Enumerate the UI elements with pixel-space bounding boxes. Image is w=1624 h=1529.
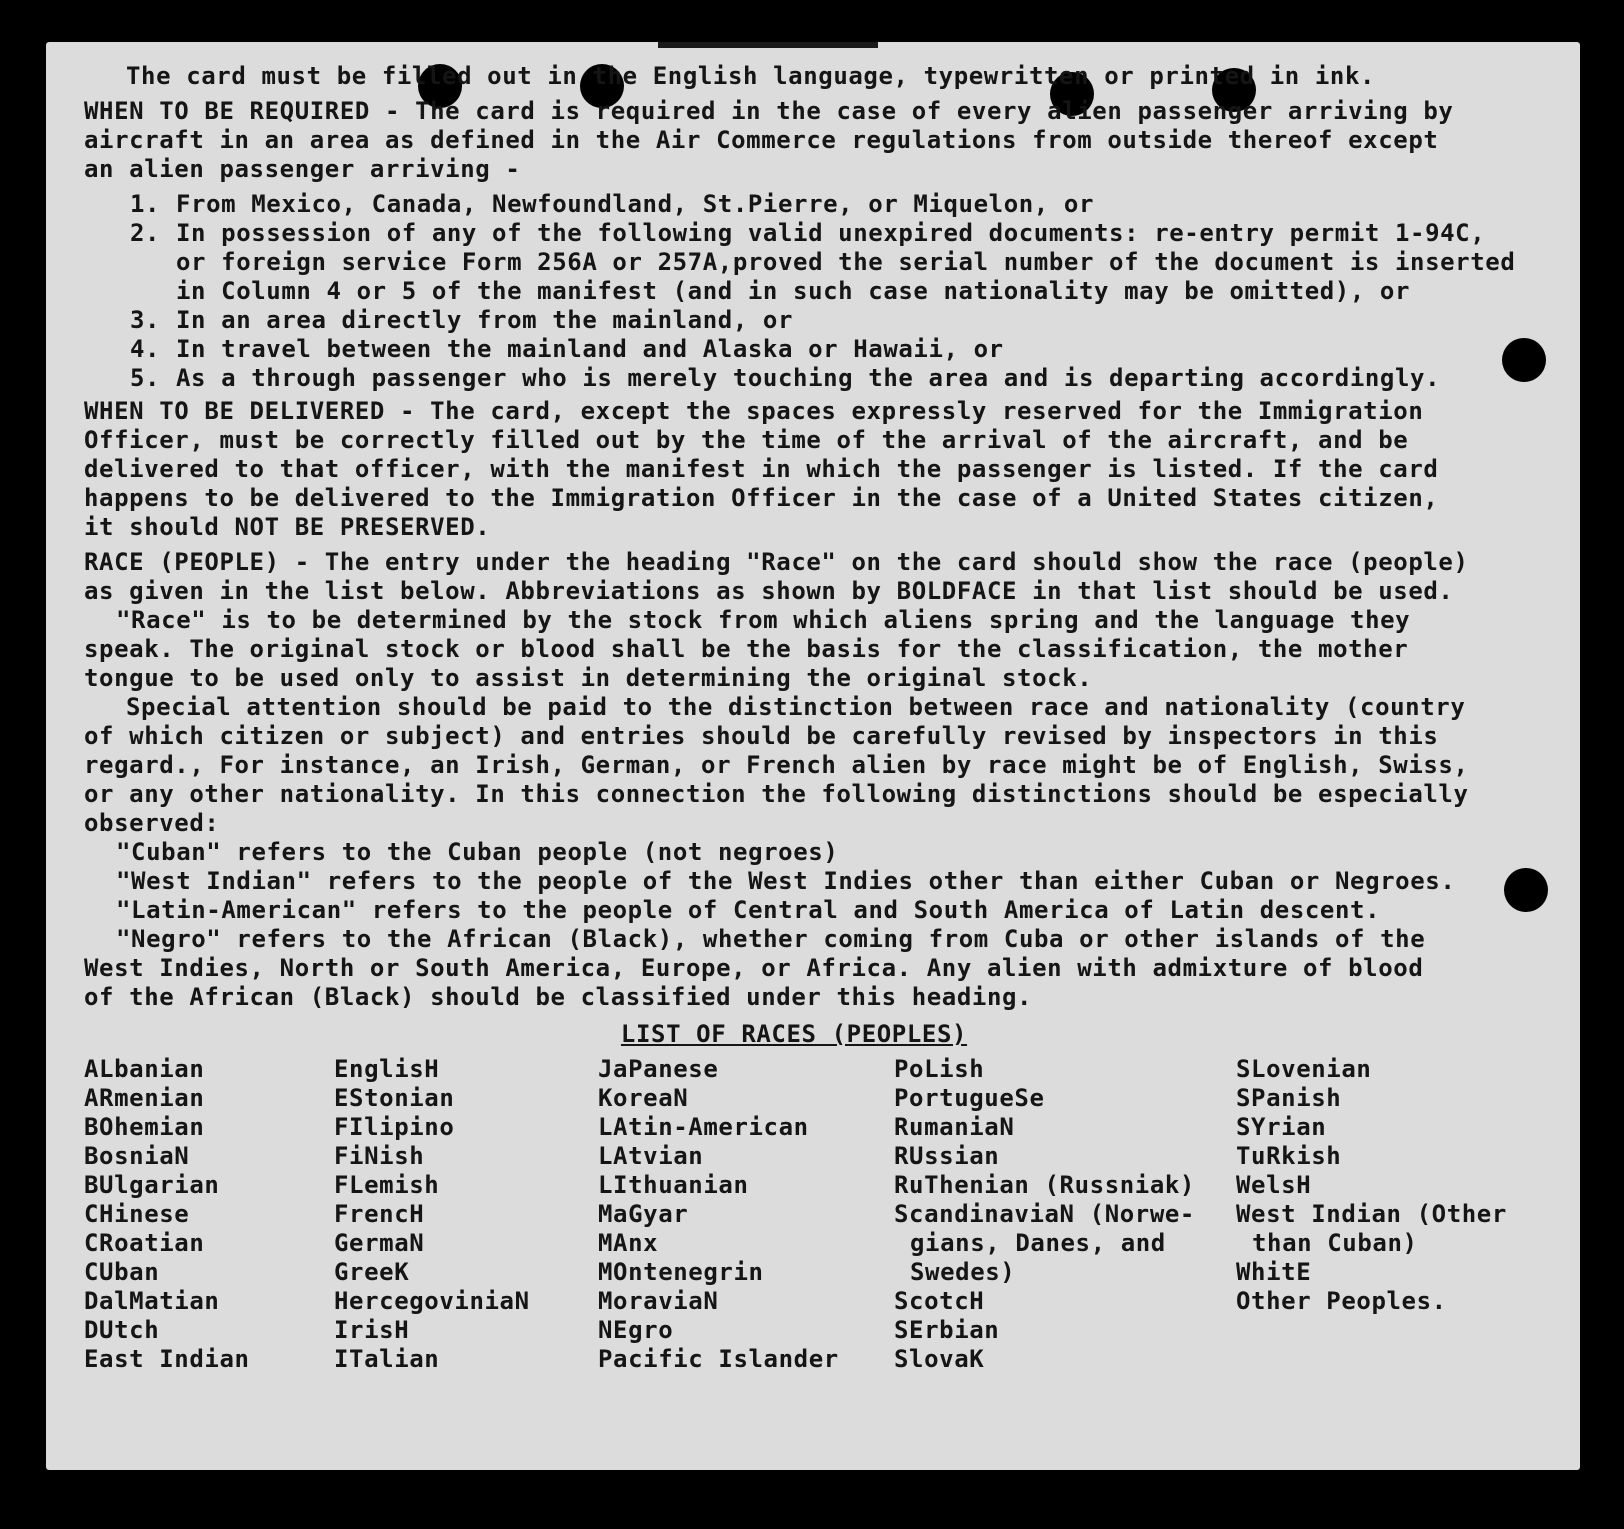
list-item: SPanish	[1236, 1084, 1342, 1112]
race-column-4	[894, 1055, 1236, 1374]
list-item: GreeK	[334, 1258, 410, 1286]
list-item: DUtch	[84, 1316, 160, 1344]
list-item: FIlipino	[334, 1113, 455, 1141]
list-item: DalMatian	[84, 1287, 220, 1315]
text-line: it should NOT BE PRESERVED.	[84, 513, 491, 541]
list-item: MaGyar	[598, 1200, 689, 1228]
list-item: East Indian	[84, 1345, 250, 1373]
list-item: CUban	[84, 1258, 160, 1286]
list-item: ScotcH	[894, 1287, 985, 1315]
list-item: CHinese	[84, 1200, 190, 1228]
list-item: MoraviaN	[598, 1287, 719, 1315]
when-required-section	[84, 97, 1544, 393]
text-line: an alien passenger arriving -	[84, 155, 521, 183]
list-item: 2. In possession of any of the following valid unexpired documents: re-entry permit 1-94C,	[130, 219, 1486, 247]
header-rule	[658, 42, 878, 48]
text-line: observed:	[84, 809, 220, 837]
text-line: WHEN TO BE REQUIRED - The card is required in the case of every alien passenger arriving by	[84, 97, 1454, 125]
list-item-cont: or foreign service Form 256A or 257A,proved the serial number of the document is inserted	[176, 248, 1516, 276]
list-item: JaPanese	[598, 1055, 719, 1083]
list-item: EnglisH	[334, 1055, 440, 1083]
text-line: happens to be delivered to the Immigration Officer in the case of a United States citizen,	[84, 484, 1439, 512]
race-column-1	[84, 1055, 334, 1374]
document-body	[84, 62, 1544, 1374]
definition-line: "Negro" refers to the African (Black), whether coming from Cuba or other islands of the	[116, 925, 1426, 953]
list-item: IrisH	[334, 1316, 410, 1344]
text-line: "Race" is to be determined by the stock from which aliens spring and the language they	[116, 606, 1411, 634]
list-item-cont: than Cuban)	[1252, 1229, 1418, 1257]
list-item: BUlgarian	[84, 1171, 220, 1199]
list-item: BOhemian	[84, 1113, 205, 1141]
text-line: West Indies, North or South America, Europe, or Africa. Any alien with admixture of blood	[84, 954, 1424, 982]
text-line: Officer, must be correctly filled out by the time of the arrival of the aircraft, and be	[84, 426, 1409, 454]
text-line: as given in the list below. Abbreviations as shown by BOLDFACE in that list should be used.	[84, 577, 1454, 605]
list-item: MAnx	[598, 1229, 659, 1257]
list-item: 1. From Mexico, Canada, Newfoundland, St.Pierre, or Miquelon, or	[130, 190, 1095, 218]
text-line: Special attention should be paid to the distinction between race and nationality (country	[126, 693, 1466, 721]
list-item: MOntenegrin	[598, 1258, 764, 1286]
list-item: TuRkish	[1236, 1142, 1342, 1170]
text-line: RACE (PEOPLE) - The entry under the heading "Race" on the card should show the race (people)	[84, 548, 1469, 576]
list-item: SLovenian	[1236, 1055, 1372, 1083]
race-column-5	[1236, 1055, 1536, 1374]
list-item: ScandinaviaN (Norwe-	[894, 1200, 1195, 1228]
list-item: NEgro	[598, 1316, 674, 1344]
text-line: or any other nationality. In this connection the following distinctions should be especially	[84, 780, 1469, 808]
definition-line: "West Indian" refers to the people of the West Indies other than either Cuban or Negroes.	[116, 867, 1456, 895]
list-item: 3. In an area directly from the mainland, or	[130, 306, 794, 334]
list-item: WhitE	[1236, 1258, 1312, 1286]
list-item: FrencH	[334, 1200, 425, 1228]
definition-line: "Latin-American" refers to the people of Central and South America of Latin descent.	[116, 896, 1381, 924]
list-item: PoLish	[894, 1055, 985, 1083]
list-item: RuThenian (Russniak)	[894, 1171, 1195, 1199]
list-item: LAtin-American	[598, 1113, 809, 1141]
list-item-cont: Swedes)	[910, 1258, 1016, 1286]
list-item: SlovaK	[894, 1345, 985, 1373]
list-item: SErbian	[894, 1316, 1000, 1344]
list-item: PortugueSe	[894, 1084, 1045, 1112]
text-line: regard., For instance, an Irish, German, or French alien by race might be of English, Swiss,	[84, 751, 1469, 779]
text-line: tongue to be used only to assist in determining the original stock.	[84, 664, 1093, 692]
list-item: FiNish	[334, 1142, 425, 1170]
list-item: BosniaN	[84, 1142, 190, 1170]
list-item: West Indian (Other	[1236, 1200, 1507, 1228]
list-item: CRoatian	[84, 1229, 205, 1257]
text-line: of which citizen or subject) and entries should be carefully revised by inspectors in this	[84, 722, 1439, 750]
list-item: RumaniaN	[894, 1113, 1015, 1141]
list-item: Pacific Islander	[598, 1345, 839, 1373]
list-title: LIST OF RACES (PEOPLES)	[620, 1020, 968, 1048]
list-item: LIthuanian	[598, 1171, 749, 1199]
text-line: WHEN TO BE DELIVERED - The card, except the spaces expressly reserved for the Immigration	[84, 397, 1424, 425]
definition-line: "Cuban" refers to the Cuban people (not negroes)	[116, 838, 839, 866]
race-column-2	[334, 1055, 598, 1374]
list-item: GermaN	[334, 1229, 425, 1257]
list-item: EStonian	[334, 1084, 455, 1112]
document-page	[46, 42, 1580, 1470]
list-item: ALbanian	[84, 1055, 205, 1083]
list-item: RUssian	[894, 1142, 1000, 1170]
race-column-3	[598, 1055, 894, 1374]
list-item: KoreaN	[598, 1084, 689, 1112]
race-section	[84, 548, 1544, 1012]
text-line: delivered to that officer, with the manifest in which the passenger is listed. If the card	[84, 455, 1439, 483]
list-item: LAtvian	[598, 1142, 704, 1170]
list-item: ITalian	[334, 1345, 440, 1373]
intro-line: The card must be filled out in the English language, typewritten or printed in ink.	[126, 62, 1376, 90]
list-item: 4. In travel between the mainland and Alaska or Hawaii, or	[130, 335, 1004, 363]
race-list	[84, 1055, 1544, 1374]
list-item: SYrian	[1236, 1113, 1327, 1141]
list-item: 5. As a through passenger who is merely touching the area and is departing accordingly.	[130, 364, 1441, 392]
when-delivered-section	[84, 397, 1544, 542]
list-item: Other Peoples.	[1236, 1287, 1447, 1315]
exception-list	[84, 190, 1544, 393]
text-line: speak. The original stock or blood shall be the basis for the classification, the mother	[84, 635, 1409, 663]
list-item-cont: in Column 4 or 5 of the manifest (and in such case nationality may be omitted), or	[176, 277, 1411, 305]
text-line: of the African (Black) should be classified under this heading.	[84, 983, 1033, 1011]
list-item: ARmenian	[84, 1084, 205, 1112]
text-line: aircraft in an area as defined in the Air Commerce regulations from outside thereof except	[84, 126, 1439, 154]
list-item: WelsH	[1236, 1171, 1312, 1199]
list-item: HercegoviniaN	[334, 1287, 530, 1315]
list-item-cont: gians, Danes, and	[910, 1229, 1166, 1257]
list-item: FLemish	[334, 1171, 440, 1199]
